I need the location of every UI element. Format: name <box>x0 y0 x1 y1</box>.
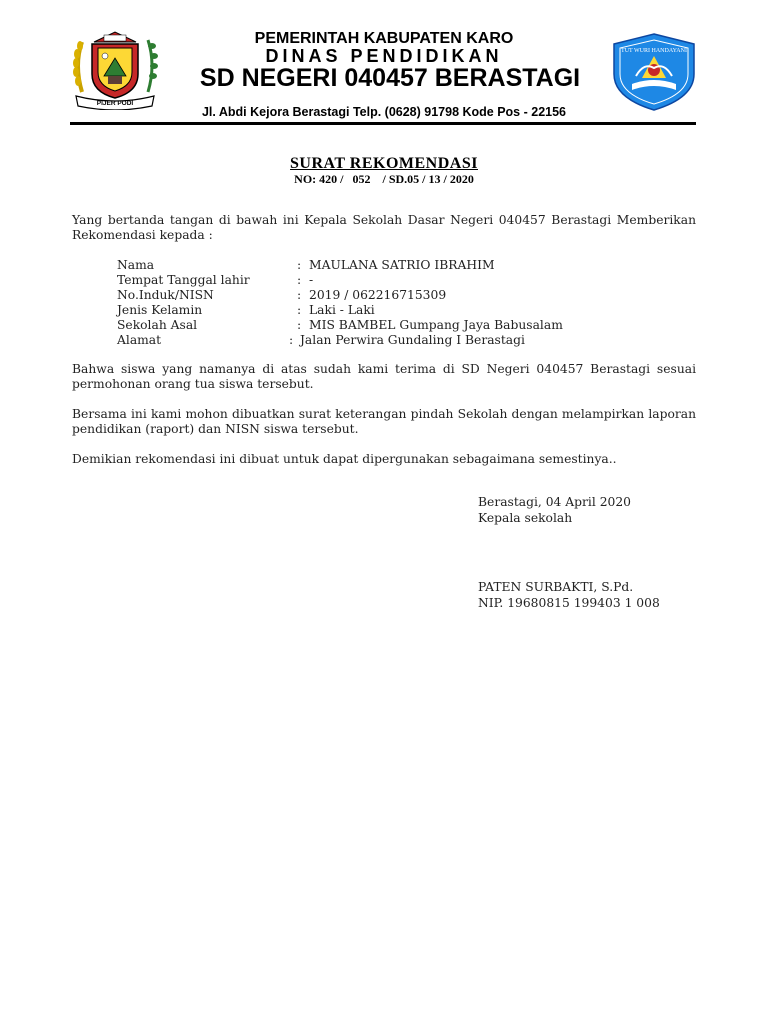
field-label: Alamat <box>117 333 162 347</box>
field-label: Jenis Kelamin <box>117 303 203 317</box>
signer-name: PATEN SURBAKTI, S.Pd. <box>478 580 634 594</box>
svg-text:TUT WURI HANDAYANI: TUT WURI HANDAYANI <box>621 48 687 54</box>
field-label: Nama <box>117 258 155 272</box>
field-label: Sekolah Asal <box>117 318 198 332</box>
signer-nip: NIP. 19680815 199403 1 008 <box>478 596 660 610</box>
letterhead-address: Jl. Abdi Kejora Berastagi Telp. (0628) 91798 Kode Pos - 22156 <box>201 105 567 119</box>
letterhead-school-name: SD NEGERI 040457 BERASTAGI <box>199 64 581 92</box>
field-colon: : <box>297 258 302 272</box>
field-value: 2019 / 062216715309 <box>309 288 447 302</box>
field-value: Laki - Laki <box>309 303 375 317</box>
signer-position: Kepala sekolah <box>478 511 573 525</box>
letterhead-department: DINAS PENDIDIKAN <box>265 46 503 66</box>
closing-paragraph: Demikian rekomendasi ini dibuat untuk dapat dipergunakan sebagaimana semestinya.. <box>72 452 617 466</box>
field-label: No.Induk/NISN <box>117 288 214 302</box>
field-value: MIS BAMBEL Gumpang Jaya Babusalam <box>309 318 563 332</box>
field-colon: : <box>297 273 302 287</box>
place-date: Berastagi, 04 April 2020 <box>478 495 631 509</box>
acceptance-paragraph: Bahwa siswa yang namanya di atas sudah kami terima di SD Negeri 040457 Berastagi sesuai permohonan orang tua siswa tersebut. <box>72 362 696 391</box>
letter-number: NO: 420 / 052 / SD.05 / 13 / 2020 <box>294 172 474 186</box>
field-value: - <box>309 273 314 287</box>
field-value: Jalan Perwira Gundaling I Berastagi <box>300 333 525 347</box>
request-paragraph: Bersama ini kami mohon dibuatkan surat keterangan pindah Sekolah dengan melampirkan laporan pendidikan (raport) dan NISN siswa tersebut. <box>72 407 696 436</box>
letter-title: SURAT REKOMENDASI <box>290 155 478 172</box>
letterhead-government: PEMERINTAH KABUPATEN KARO <box>254 30 514 47</box>
field-label: Tempat Tanggal lahir <box>117 273 250 287</box>
field-value: MAULANA SATRIO IBRAHIM <box>309 258 495 272</box>
field-colon: : <box>297 303 302 317</box>
svg-text:PIJER PODI: PIJER PODI <box>96 100 134 107</box>
letterhead-divider <box>70 122 696 125</box>
field-colon: : <box>297 318 302 332</box>
field-colon: : <box>297 288 302 302</box>
intro-paragraph: Yang bertanda tangan di bawah ini Kepala Sekolah Dasar Negeri 040457 Berastagi Memberikan Rekomendasi kepada : <box>72 213 696 242</box>
field-colon: : <box>289 333 294 347</box>
